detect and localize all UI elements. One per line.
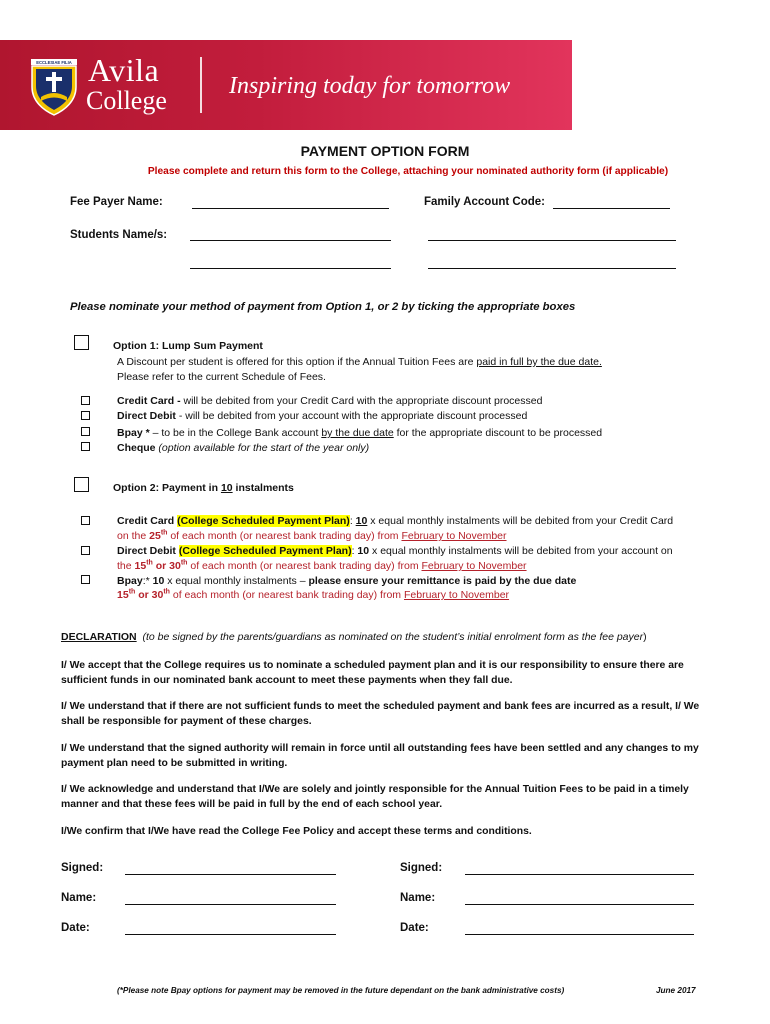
option2-bpay-text: Bpay:* 10 x equal monthly instalments – please ensure your remittance is paid by the due date [117,575,577,587]
declaration-paragraph-2: I/ We understand that if there are not sufficient funds to meet the scheduled payment and bank fees are incurred as a result, I/ We shall be responsible for payment of these charges. [61,701,700,727]
date-label-1: Date: [61,922,90,934]
option1-credit-card-checkbox[interactable] [81,396,90,405]
option1-direct-debit-text: Direct Debit - will be debited from your account with the appropriate discount processed [117,410,528,422]
name-field-2[interactable] [465,904,694,905]
nominate-heading: Please nominate your method of payment from Option 1, or 2 by ticking the appropriate boxes [70,301,576,313]
family-account-label: Family Account Code: [424,196,545,208]
option1-schedule-note: Please refer to the current Schedule of Fees. [117,371,326,383]
name-label-1: Name: [61,892,97,904]
form-instruction: Please complete and return this form to the College, attaching your nominated authority form (if applicable) [147,166,669,177]
declaration-paragraph-4: I/ We acknowledge and understand that I/We are solely and jointly responsible for the Annual Tuition Fees to be paid in a timely manner and that these fees will be paid in full by the end of each school year. [61,784,689,810]
college-tagline: Inspiring today for tomorrow [229,73,511,99]
signed-label-2: Signed: [400,862,443,874]
option2-direct-debit-checkbox[interactable] [81,546,90,555]
option2-bpay-schedule: 15th or 30th of each month (or nearest bank trading day) from February to November [117,588,510,601]
declaration-heading-row: DECLARATION (to be signed by the parents/guardians as nominated on the student’s initial enrolment form as the fee payer) [61,631,647,643]
signature-field-1[interactable] [125,874,336,875]
signature-field-2[interactable] [465,874,694,875]
signed-label-1: Signed: [61,862,104,874]
option2-checkbox[interactable] [74,477,89,492]
option1-title: Option 1: Lump Sum Payment [113,340,263,352]
name-label-2: Name: [400,892,436,904]
option2-credit-card-text: Credit Card (College Scheduled Payment Plan): 10 x equal monthly instalments will be debited from your Credit Card [117,515,674,527]
banner-divider [200,57,202,113]
option2-direct-debit-schedule: the 15th or 30th of each month (or nearest bank trading day) from February to November [117,559,527,572]
college-crest-logo [27,53,81,117]
declaration-heading: DECLARATION [61,631,137,643]
option1-checkbox[interactable] [74,335,89,350]
college-name: Avila [88,52,160,88]
option2-bpay-checkbox[interactable] [81,575,90,584]
svg-text:ECCLESIAE FILIA: ECCLESIAE FILIA [36,60,72,65]
option2-credit-card-checkbox[interactable] [81,516,90,525]
header-banner [0,40,572,130]
student-name-field-3[interactable] [190,268,391,269]
option1-credit-card-text: Credit Card - will be debited from your Credit Card with the appropriate discount processed [117,395,543,407]
student-name-field-1[interactable] [190,240,391,241]
declaration-subtitle: (to be signed by the parents/guardians as nominated on the student’s initial enrolment form as the fee payer [142,631,644,643]
fee-payer-name-field[interactable] [192,208,389,209]
declaration-paragraph-3: I/ We understand that the signed authority will remain in force until all outstanding fees have been settled and any changes to my payment plan need to be submitted in writing. [61,743,699,769]
option1-cheque-text: Cheque (option available for the start of the year only) [117,442,370,454]
student-name-field-4[interactable] [428,268,676,269]
option2-credit-card-schedule: on the 25th of each month (or nearest bank trading day) from February to November [117,529,507,542]
option1-bpay-text: Bpay * – to be in the College Bank account by the due date for the appropriate discount to be processed [117,427,603,439]
option1-cheque-checkbox[interactable] [81,442,90,451]
footer-note: (*Please note Bpay options for payment may be removed in the future dependant on the bank administrative costs) [117,986,565,995]
option1-direct-debit-checkbox[interactable] [81,411,90,420]
option1-bpay-checkbox[interactable] [81,427,90,436]
students-names-label: Students Name/s: [70,229,168,241]
option1-description: A Discount per student is offered for this option if the Annual Tuition Fees are paid in full by the due date. [117,356,602,368]
option2-title: Option 2: Payment in 10 instalments [113,482,294,494]
declaration-paragraph-1: I/ We accept that the College requires us to nominate a scheduled payment plan and it is our responsibility to ensure there are sufficient funds in our nominated bank account to meet these payments when they fall due. [61,660,684,686]
name-field-1[interactable] [125,904,336,905]
declaration-paragraph-5: I/We confirm that I/We have read the College Fee Policy and accept these terms and conditions. [61,826,532,837]
date-label-2: Date: [400,922,429,934]
footer-date: June 2017 [656,986,696,995]
option2-direct-debit-text: Direct Debit (College Scheduled Payment Plan): 10 x equal monthly instalments will be debited from your account on [117,545,673,557]
fee-payer-label: Fee Payer Name: [70,196,163,208]
student-name-field-2[interactable] [428,240,676,241]
family-account-code-field[interactable] [553,208,670,209]
college-name-second-line: College [86,86,167,115]
date-field-2[interactable] [465,934,694,935]
form-title: PAYMENT OPTION FORM [300,143,470,159]
date-field-1[interactable] [125,934,336,935]
